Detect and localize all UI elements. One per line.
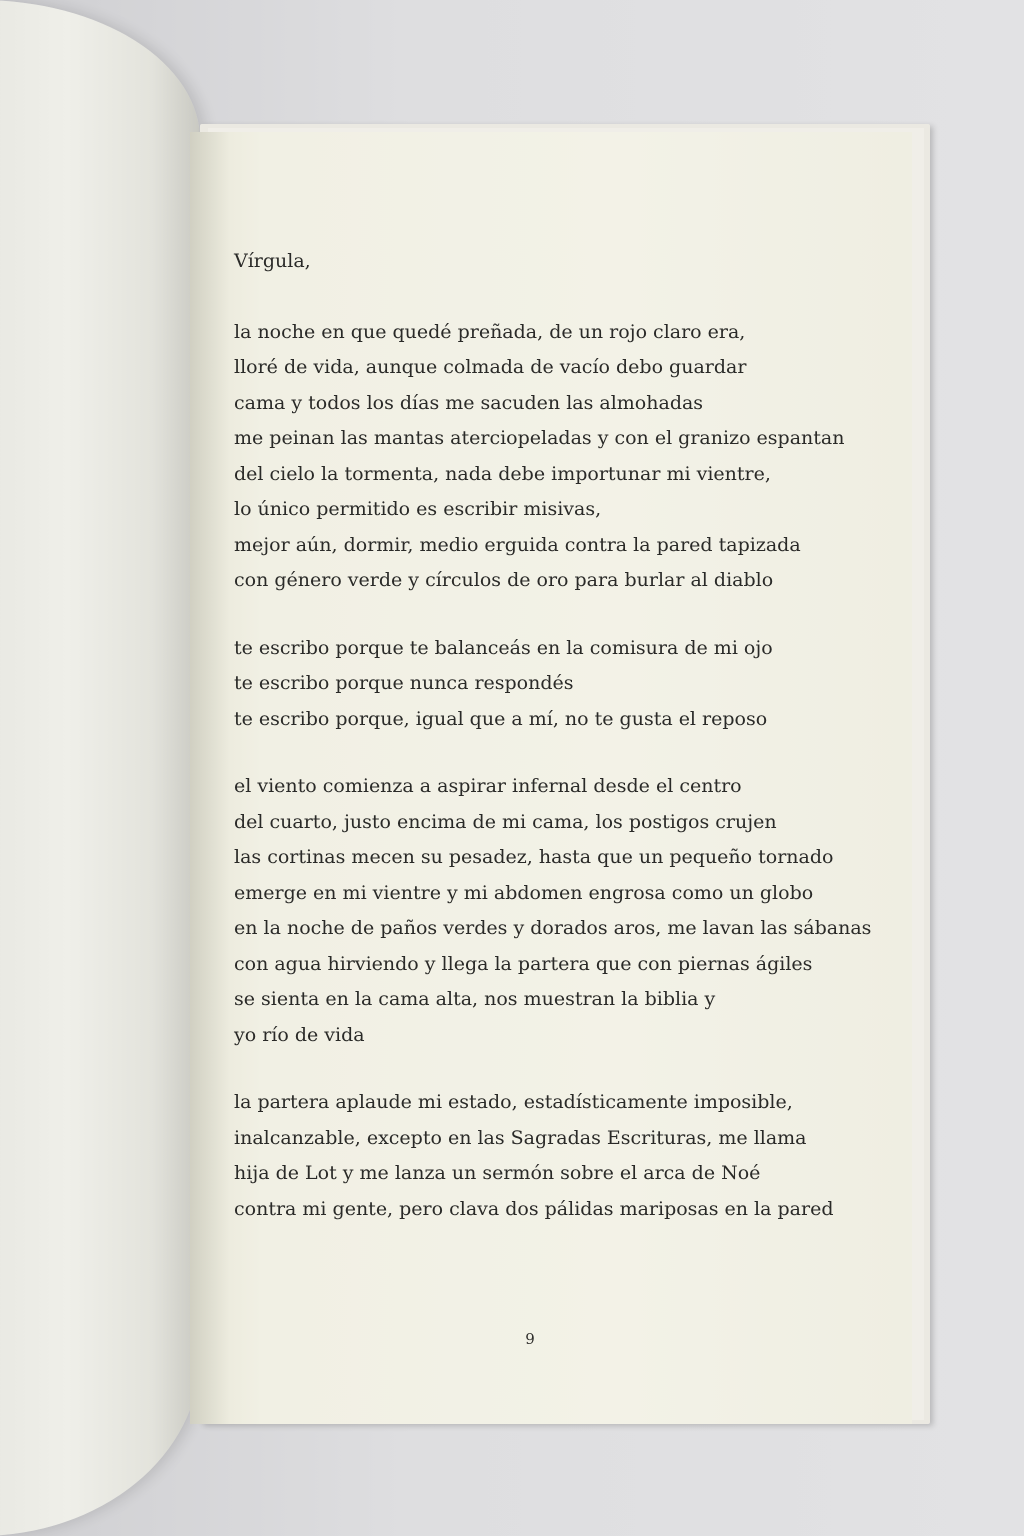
- poem-line: hija de Lot y me lanza un sermón sobre el arca de Noé: [234, 1162, 761, 1184]
- poem-line: yo río de vida: [234, 1023, 365, 1046]
- poem-line: la noche en que quedé preñada, de un rojo claro era,: [234, 320, 746, 343]
- poem-line: inalcanzable, excepto en las Sagradas Escrituras, me llama: [234, 1126, 807, 1149]
- poem-line: cama y todos los días me sacuden las almohadas: [234, 391, 704, 414]
- poem-line: emerge en mi vientre y mi abdomen engrosa como un globo: [234, 881, 814, 904]
- poem-line: mejor aún, dormir, medio erguida contra la pared tapizada: [234, 533, 801, 556]
- poem-line: en la noche de paños verdes y dorados aros, me lavan las sábanas: [234, 917, 872, 939]
- poem-line: lo único permitido es escribir misivas,: [234, 498, 602, 520]
- poem-line: las cortinas mecen su pesadez, hasta que un pequeño tornado: [234, 846, 834, 868]
- salutation: Vírgula,: [234, 250, 311, 272]
- poem-text: [234, 244, 874, 1259]
- stanza-3: [234, 769, 874, 1053]
- poem-line: la partera aplaude mi estado, estadísticamente imposible,: [234, 1091, 793, 1113]
- poem-line: me peinan las mantas aterciopeladas y con el granizo espantan: [234, 427, 845, 449]
- stanza-4: [234, 1085, 874, 1227]
- poem-line: del cuarto, justo encima de mi cama, los postigos crujen: [234, 810, 777, 833]
- stanza-2: [234, 631, 874, 738]
- poem-line: te escribo porque nunca respondés: [234, 672, 574, 694]
- poem-line: con género verde y círculos de oro para burlar al diablo: [234, 569, 774, 591]
- left-page-blank: [0, 0, 200, 1536]
- right-page: [190, 132, 912, 1424]
- poem-line: te escribo porque te balanceás en la comisura de mi ojo: [234, 636, 773, 659]
- poem-line: del cielo la tormenta, nada debe importunar mi vientre,: [234, 462, 771, 485]
- poem-line: te escribo porque, igual que a mí, no te gusta el reposo: [234, 707, 768, 730]
- stanza-1: [234, 315, 874, 599]
- poem-line: lloré de vida, aunque colmada de vacío debo guardar: [234, 356, 747, 378]
- poem-line: contra mi gente, pero clava dos pálidas mariposas en la pared: [234, 1197, 834, 1220]
- poem-line: se sienta en la cama alta, nos muestran la biblia y: [234, 988, 716, 1010]
- poem-line: el viento comienza a aspirar infernal desde el centro: [234, 775, 742, 797]
- page-number: 9: [525, 1330, 535, 1348]
- poem-line: con agua hirviendo y llega la partera que con piernas ágiles: [234, 952, 813, 975]
